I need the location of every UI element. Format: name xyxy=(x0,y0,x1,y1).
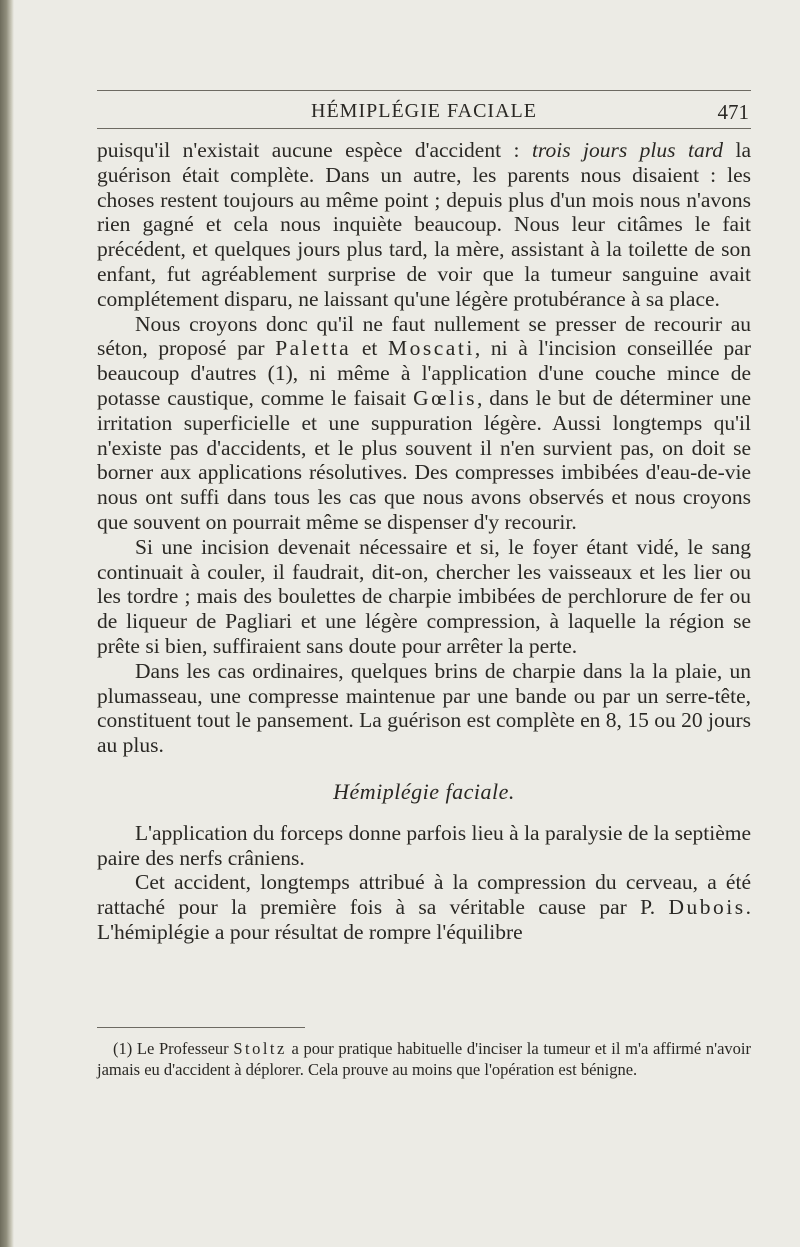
top-rule xyxy=(97,90,751,91)
running-title: HÉMIPLÉGIE FACIALE xyxy=(311,100,537,122)
author-name: Paletta xyxy=(275,336,352,361)
paragraph-3: Si une incision devenait nécessaire et si, le foyer étant vidé, le sang continuait à couler, il faudrait, dit-on, chercher les vaisseaux et les lier ou les tordre ; mais des boulettes de charpie imbibées de perchlorure de fer ou de liqueur de Pagliari et une légère compression, à laquelle la région se prête si bien, suffiraient sans doute pour arrêter la perte. xyxy=(97,534,751,658)
paragraph-2: Nous croyons donc qu'il ne faut nullement se presser de recourir au séton, proposé par Paletta et Moscati, ni à l'incision conseillée par beaucoup d'autres (1), ni même à l'application d'une couche mince de potasse caustique, comme le faisait Gœlis, dans le but de déterminer une irritation superficielle et une suppuration légère. Aussi longtemps qu'il n'existe pas d'accidents, et le plus souvent il n'en survient pas, on doit se borner aux applications résolutives. Des compresses imbibées d'eau-de-vie nous ont suffi dans tous les cas que nous avons observés et nous croyons que souvent on pourrait même se dispenser d'y recourir. xyxy=(97,311,751,534)
body-text xyxy=(97,138,751,945)
author-name: Gœlis xyxy=(413,385,477,410)
footnote-rule xyxy=(97,1027,305,1028)
running-head xyxy=(97,98,751,130)
paragraph-5: L'application du forceps donne parfois lieu à la paralysie de la septième paire des nerfs crâniens. xyxy=(97,820,751,870)
footnote-text: (1) Le Professeur Stoltz a pour pratique habituelle d'inciser la tumeur et il m'a affirmé n'avoir jamais eu d'accident à déplorer. Cela prouve au moins que l'opération est bénigne. xyxy=(97,1039,751,1079)
author-name: Moscati xyxy=(388,336,475,361)
header-rule xyxy=(97,128,751,129)
paragraph-6: Cet accident, longtemps attribué à la compression du cerveau, a été rattaché pour la première fois à sa véritable cause par P. Dubois. L'hémiplégie a pour résultat de rompre l'équilibre xyxy=(97,870,751,944)
emphasis-text: trois jours plus tard xyxy=(531,138,724,162)
page-number: 471 xyxy=(717,100,749,124)
section-heading: Hémiplégie faciale. xyxy=(333,778,515,804)
paragraph-4: Dans les cas ordinaires, quelques brins de charpie dans la la plaie, un plumasseau, une compresse maintenue par une bande ou par un serre-tête, constituent tout le pansement. La guérison est complète en 8, 15 ou 20 jours au plus. xyxy=(97,658,751,758)
author-name: Stoltz xyxy=(233,1039,287,1058)
author-name: Dubois xyxy=(668,895,746,920)
footnote xyxy=(97,1038,751,1080)
paragraph-1: puisqu'il n'existait aucune espèce d'accident : trois jours plus tard la guérison était complète. Dans un autre, les parents nous disaient : les choses restent toujours au même point ; depuis plus d'un mois nous n'avons rien gagné et cela nous inquiète beaucoup. Nous leur citâmes le fait précédent, et quelques jours plus tard, la mère, assistant à la toilette de son enfant, fut agréablement surprise de voir que la tumeur sanguine avait complétement disparu, ne laissant qu'une légère protubérance à sa place. xyxy=(97,138,751,311)
